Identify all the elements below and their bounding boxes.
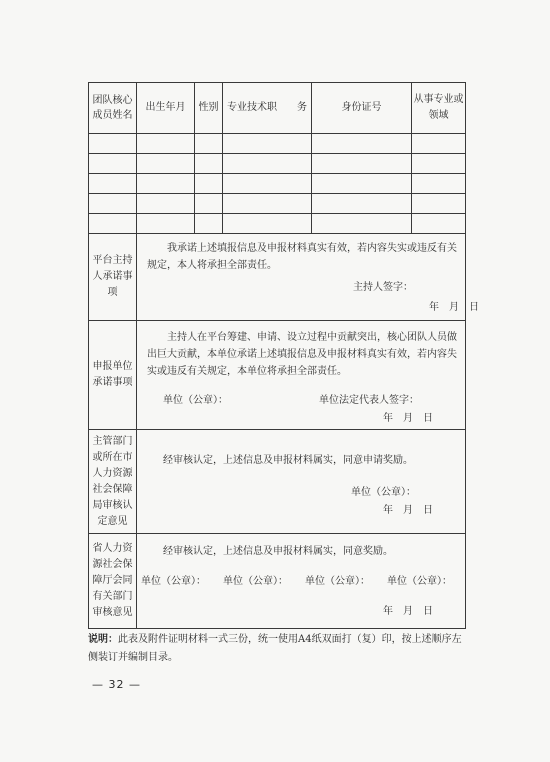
province-opinion-text: 经审核认定，上述信息及申报材料属实，同意奖励。 [163, 546, 393, 557]
application-form-table [88, 82, 479, 629]
header-member-name: 团队核心成员姓名 [89, 83, 137, 134]
form-note [88, 631, 465, 667]
province-seal-4: 单位（公章）： [387, 576, 452, 587]
member-row [89, 154, 466, 174]
header-birth-date: 出生年月 [137, 83, 195, 134]
header-specialty: 从事专业或领域 [412, 83, 466, 134]
province-opinion-date: 年 月 日 [383, 606, 433, 617]
unit-commitment-label: 申报单位承诺事项 [89, 321, 137, 430]
page-number: — 32 — [92, 678, 141, 691]
province-seal-2: 单位（公章）： [223, 576, 288, 587]
member-row [89, 134, 466, 154]
host-signature-label: 主持人签字： [353, 282, 413, 293]
dept-opinion-label: 主管部门或所在市人力资源社会保障局审核认定意见 [89, 430, 137, 534]
header-id-number: 身份证号 [312, 83, 412, 134]
dept-opinion-text: 经审核认定，上述信息及申报材料属实，同意申请奖励。 [163, 455, 413, 466]
platform-date: 年 月 日 [429, 302, 479, 313]
unit-seal-label: 单位（公章）： [163, 395, 228, 406]
dept-opinion-date: 年 月 日 [383, 505, 433, 516]
province-opinion-label: 省人力资源社会保障厅会同有关部门审核意见 [89, 534, 137, 629]
member-row [89, 174, 466, 194]
dept-opinion-row [89, 430, 466, 534]
legal-rep-signature-label: 单位法定代表人签字： [319, 395, 419, 406]
member-header-row [89, 83, 466, 134]
note-text: 此表及附件证明材料一式三份，统一使用A4纸双面打（复）印，按上述顺序左侧装订并编制目录。 [88, 634, 462, 663]
platform-commitment-text: 我承诺上述填报信息及申报材料真实有效，若内容失实或违反有关规定，本人将承担全部责任。 [147, 243, 457, 271]
province-opinion-row [89, 534, 466, 629]
header-gender: 性别 [195, 83, 223, 134]
unit-commitment-date: 年 月 日 [383, 413, 433, 424]
platform-commitment-label: 平台主持人承诺事项 [89, 234, 137, 321]
member-row [89, 214, 466, 234]
unit-commitment-row [89, 321, 466, 430]
province-seal-3: 单位（公章）： [305, 576, 370, 587]
header-title: 专业技术职 务 [223, 83, 312, 134]
unit-commitment-text: 主持人在平台筹建、申请、设立过程中贡献突出，核心团队人员做出巨大贡献，本单位承诺上述填报信息及申报材料真实有效，若内容失实或违反有关规定，本单位将承担全部责任。 [147, 332, 457, 377]
member-row [89, 194, 466, 214]
dept-seal-label: 单位（公章）： [351, 487, 416, 498]
note-label: 说明： [88, 634, 118, 645]
province-seal-1: 单位（公章）： [141, 576, 206, 587]
platform-commitment-row [89, 234, 466, 321]
